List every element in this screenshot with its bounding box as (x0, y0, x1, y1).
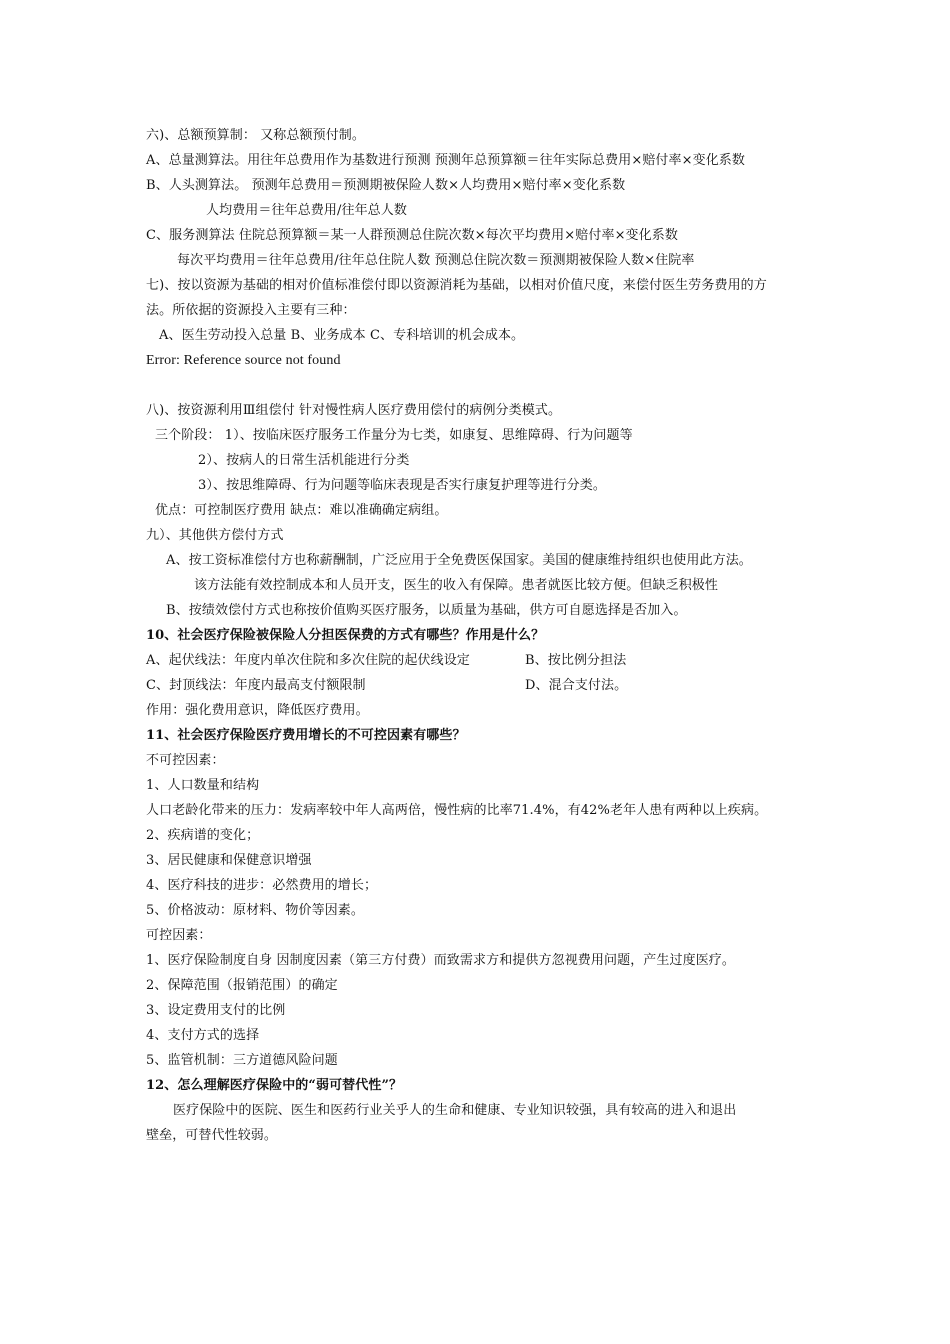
text-line: 4、医疗科技的进步：必然费用的增长； (146, 878, 378, 893)
question-12-heading: 12、怎么理解医疗保险中的“弱可替代性”？ (146, 1078, 403, 1093)
text-line: 法。所依据的资源投入主要有三种： (146, 303, 356, 318)
text-line: A、起伏线法：年度内单次住院和多次住院的起伏线设定 (146, 653, 470, 668)
text-line: 每次平均费用＝往年总费用/往年总住院人数 预测总住院次数＝预测期被保险人数×住院率 (177, 253, 695, 268)
text-line: D、混合支付法。 (525, 678, 628, 693)
text-line: 该方法能有效控制成本和人员开支，医生的收入有保障。患者就医比较方便。但缺乏积极性 (194, 578, 719, 593)
text-line: B、按绩效偿付方式也称按价值购买医疗服务，以质量为基础，供方可自愿选择是否加入。 (166, 603, 687, 618)
text-line: 壁垒，可替代性较弱。 (146, 1128, 278, 1143)
section-6-heading: 六)、总额预算制： 又称总额预付制。 (146, 128, 366, 143)
text-line: 3、设定费用支付的比例 (146, 1003, 286, 1018)
text-line: 2）、按病人的日常生活机能进行分类 (198, 453, 410, 468)
text-line: 可控因素： (146, 928, 212, 943)
text-line: 3）、按思维障碍、行为问题等临床表现是否实行康复护理等进行分类。 (198, 478, 606, 493)
text-line: 医疗保险中的医院、医生和医药行业关乎人的生命和健康、专业知识较强，具有较高的进入和退出 (173, 1103, 737, 1118)
text-line: 5、价格波动：原材料、物价等因素。 (146, 903, 364, 918)
text-line: 不可控因素： (146, 753, 225, 768)
text-line: C、服务测算法 住院总预算额＝某一人群预测总住院次数×每次平均费用×赔付率×变化系数 (146, 228, 678, 243)
text-line: 人口老龄化带来的压力：发病率较中年人高两倍，慢性病的比率71.4%，有42%老年人患有两种以上疾病。 (146, 803, 768, 818)
text-line: 3、居民健康和保健意识增强 (146, 853, 312, 868)
question-10-heading: 10、社会医疗保险被保险人分担医保费的方式有哪些？作用是什么？ (146, 628, 545, 643)
text-line: 三个阶段： 1）、按临床医疗服务工作量分为七类，如康复、思维障碍、行为问题等 (155, 428, 633, 443)
section-7-heading: 七)、按以资源为基础的相对价值标准偿付即以资源消耗为基础，以相对价值尺度，来偿付医生劳务费用的方 (146, 278, 767, 293)
text-line: 1、人口数量和结构 (146, 778, 260, 793)
text-line: 优点：可控制医疗费用 缺点：难以准确确定病组。 (155, 503, 448, 518)
text-line: A、医生劳动投入总量 B、业务成本 C、专科培训的机会成本。 (159, 328, 525, 343)
text-line: 1、医疗保险制度自身 因制度因素（第三方付费）而致需求方和提供方忽视费用问题，产生过度医疗。 (146, 953, 736, 968)
text-line: 2、疾病谱的变化； (146, 828, 260, 843)
text-line: 4、支付方式的选择 (146, 1028, 260, 1043)
text-line: 5、监管机制：三方道德风险问题 (146, 1053, 338, 1068)
section-8-heading: 八)、按资源利用Ⅲ组偿付 针对慢性病人医疗费用偿付的病例分类模式。 (146, 403, 562, 418)
text-line: 2、保障范围（报销范围）的确定 (146, 978, 338, 993)
text-line: 作用：强化费用意识，降低医疗费用。 (146, 703, 369, 718)
question-11-heading: 11、社会医疗保险医疗费用增长的不可控因素有哪些？ (146, 728, 466, 743)
section-9-heading: 九）、其他供方偿付方式 (146, 528, 284, 543)
text-line: A、总量测算法。用往年总费用作为基数进行预测 预测年总预算额＝往年实际总费用×赔付率×变化系数 (146, 153, 746, 168)
text-line: A、按工资标准偿付方也称薪酬制，广泛应用于全免费医保国家。美国的健康维持组织也使用此方法。 (166, 553, 752, 568)
text-line: B、人头测算法。 预测年总费用＝预测期被保险人数×人均费用×赔付率×变化系数 (146, 178, 626, 193)
text-line: 人均费用＝往年总费用/往年总人数 (206, 203, 407, 218)
text-line: C、封顶线法：年度内最高支付额限制 (146, 678, 366, 693)
text-line: B、按比例分担法 (525, 653, 627, 668)
error-reference-text: Error: Reference source not found (146, 353, 341, 368)
